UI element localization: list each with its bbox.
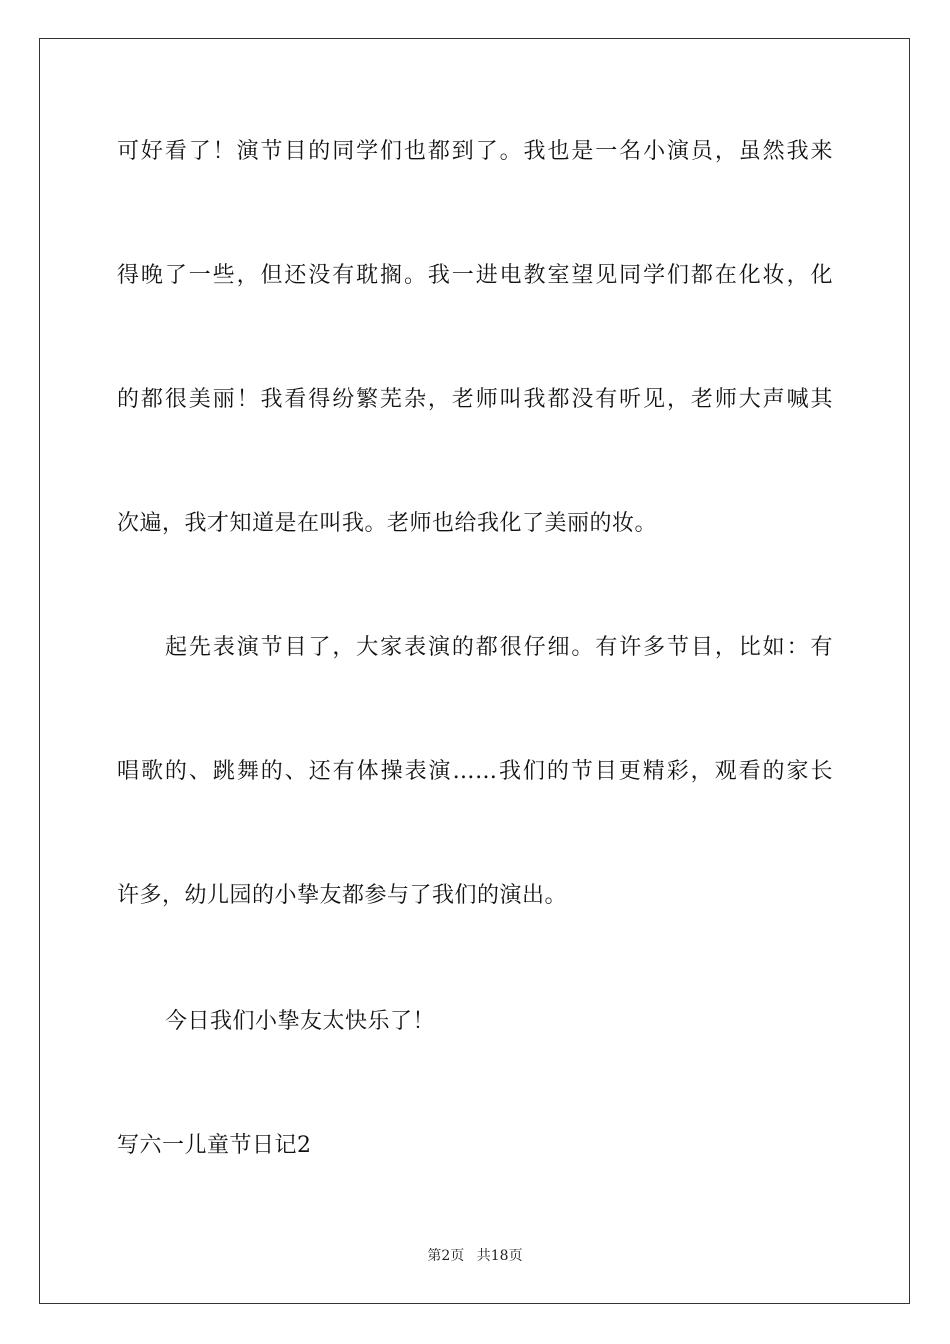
page-border [39, 38, 910, 1304]
page-footer [0, 1246, 950, 1266]
paragraph-line-5: 起先表演节目了，大家表演的都很仔细。有许多节目，比如：有 [165, 635, 833, 660]
paragraph-line-1: 可好看了！演节目的同学们也都到了。我也是一名小演员，虽然我来 [117, 139, 833, 164]
page-total: 共18页 [476, 1248, 523, 1264]
section-heading: 写六一儿童节日记2 [117, 1133, 312, 1158]
paragraph-line-3: 的都很美丽！我看得纷繁芜杂，老师叫我都没有听见，老师大声喊其 [117, 387, 833, 412]
paragraph-line-8: 今日我们小挚友太快乐了！ [165, 1009, 436, 1034]
paragraph-line-4: 次遍，我才知道是在叫我。老师也给我化了美丽的妆。 [117, 511, 658, 536]
paragraph-line-7: 许多，幼儿园的小挚友都参与了我们的演出。 [117, 883, 568, 908]
paragraph-line-6: 唱歌的、跳舞的、还有体操表演……我们的节目更精彩，观看的家长 [117, 759, 833, 784]
page-number: 第2页 [427, 1248, 465, 1264]
paragraph-line-2: 得晚了一些，但还没有耽搁。我一进电教室望见同学们都在化妆，化 [117, 263, 833, 288]
